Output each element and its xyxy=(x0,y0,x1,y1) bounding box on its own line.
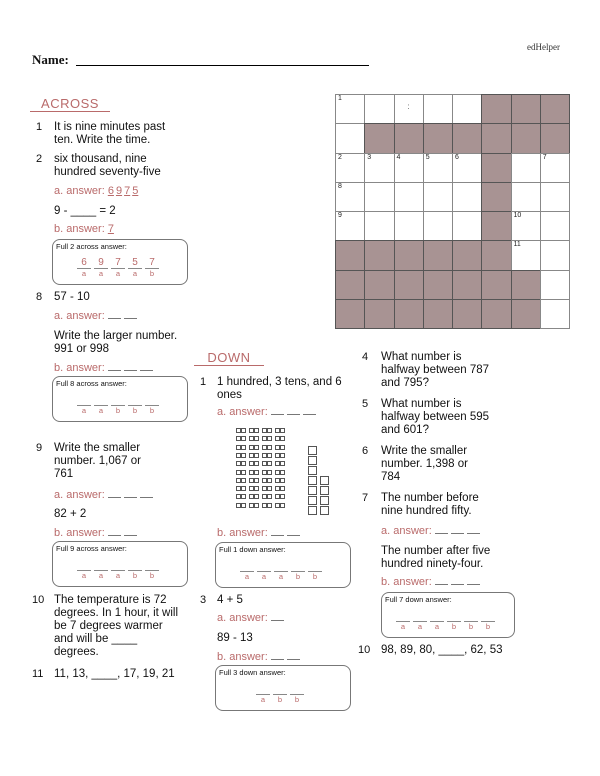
answer-a-2: a. answer: 6 9 7 5 xyxy=(54,185,139,197)
hundreds-cube xyxy=(267,486,272,491)
answer-a-1-down[interactable]: a. answer: xyxy=(217,406,316,418)
answer-slot[interactable] xyxy=(77,257,91,278)
answer-slot[interactable] xyxy=(413,610,427,631)
time-colon-mark: : xyxy=(407,102,410,111)
grid-block xyxy=(481,299,511,329)
grid-block xyxy=(452,123,482,153)
grid-block xyxy=(511,123,541,153)
grid-cell[interactable] xyxy=(423,182,453,212)
answer-b-1-down[interactable]: b. answer: xyxy=(217,527,300,539)
hundreds-cube xyxy=(280,486,285,491)
slot-value: 9 xyxy=(94,257,108,269)
grid-block xyxy=(394,270,424,300)
hundreds-cube xyxy=(254,470,259,475)
down-clue-4: What number is halfway between 787 and 795? xyxy=(381,351,490,389)
down-clue-7: The number before nine hundred fifty. xyxy=(381,492,479,517)
slot-value xyxy=(94,394,108,406)
slot-label: a xyxy=(115,571,121,580)
hundreds-cube xyxy=(267,494,272,499)
across-clue-8: 57 - 10 xyxy=(54,291,90,303)
answer-slot[interactable] xyxy=(447,610,461,631)
answer-digit: 5 xyxy=(132,185,139,197)
grid-cell[interactable] xyxy=(364,211,394,241)
grid-block xyxy=(452,240,482,270)
slot-value xyxy=(481,610,495,622)
across-clue-9: Write the smaller number. 1,067 or 761 xyxy=(54,442,141,480)
grid-block xyxy=(452,299,482,329)
full-answer-box-1-down xyxy=(215,542,351,588)
grid-block xyxy=(335,299,365,329)
hundreds-cube xyxy=(254,436,259,441)
grid-block xyxy=(423,123,453,153)
clue-number: 8 xyxy=(36,291,43,303)
brand-label: edHelper xyxy=(527,42,560,52)
grid-block xyxy=(540,94,570,124)
hundreds-cube xyxy=(241,453,246,458)
hundreds-cube xyxy=(241,503,246,508)
hundreds-cube xyxy=(241,486,246,491)
cell-number: 5 xyxy=(425,153,430,161)
clue-number: 10 xyxy=(32,594,45,606)
hundreds-cube xyxy=(267,503,272,508)
hundreds-cube xyxy=(254,494,259,499)
slot-value xyxy=(464,610,478,622)
slot-label: b xyxy=(451,622,457,631)
slot-label: a xyxy=(434,622,440,631)
slot-value xyxy=(430,610,444,622)
answer-slot[interactable] xyxy=(94,394,108,415)
down-clue-5: What number is halfway between 595 and 601? xyxy=(381,398,490,436)
grid-block xyxy=(452,270,482,300)
answer-slot[interactable] xyxy=(396,610,410,631)
hundreds-cube xyxy=(254,445,259,450)
grid-block xyxy=(364,240,394,270)
answer-slot[interactable] xyxy=(145,257,159,278)
base-ten-blocks-image xyxy=(236,426,336,514)
grid-block xyxy=(481,153,511,183)
answer-slot[interactable] xyxy=(111,394,125,415)
full-answer-box-2-across xyxy=(52,239,188,285)
across-clue-1: It is nine minutes past ten. Write the time. xyxy=(54,121,166,146)
tens-rod-cube xyxy=(308,456,317,465)
slot-value xyxy=(396,610,410,622)
answer-b-3-down[interactable]: b. answer: xyxy=(217,651,300,663)
answer-slot[interactable] xyxy=(145,559,159,580)
across-clue-8b: Write the larger number. 991 or 998 xyxy=(54,330,178,355)
answer-slot[interactable] xyxy=(77,394,91,415)
grid-cell[interactable] xyxy=(394,182,424,212)
grid-cell[interactable] xyxy=(394,94,424,124)
down-clue-6: Write the smaller number. 1,398 or 784 xyxy=(381,445,468,483)
slot-value: 7 xyxy=(145,257,159,269)
hundreds-cube xyxy=(254,461,259,466)
grid-block xyxy=(511,299,541,329)
clue-number: 10 xyxy=(358,644,371,656)
slot-value xyxy=(256,683,270,695)
slot-label: b xyxy=(277,695,283,704)
slot-label: b xyxy=(115,406,121,415)
slot-value: 7 xyxy=(111,257,125,269)
hundreds-cube xyxy=(254,453,259,458)
cell-number: 8 xyxy=(338,182,342,190)
grid-cell[interactable] xyxy=(452,153,482,183)
answer-slots[interactable] xyxy=(77,257,159,278)
across-clue-10: The temperature is 72 degrees. In 1 hour, it will be 7 degrees warmer and will be ____ degrees. xyxy=(54,594,179,658)
slot-value: 6 xyxy=(77,257,91,269)
down-heading: DOWN xyxy=(194,350,264,366)
answer-digit: 9 xyxy=(115,185,123,197)
hundreds-cube xyxy=(241,428,246,433)
grid-cell[interactable] xyxy=(540,182,570,212)
cell-number: 6 xyxy=(455,153,459,161)
answer-a-9[interactable]: a. answer: xyxy=(54,489,153,501)
answer-slot[interactable] xyxy=(430,610,444,631)
across-clue-2: six thousand, nine hundred seventy-five xyxy=(54,153,161,178)
answer-digit: 7 xyxy=(107,223,114,235)
full-answer-box-7-down xyxy=(381,592,515,638)
box-title: Full 1 down answer: xyxy=(219,545,286,554)
grid-block xyxy=(335,240,365,270)
grid-block xyxy=(335,270,365,300)
hundreds-cube xyxy=(267,428,272,433)
hundreds-cube xyxy=(280,470,285,475)
hundreds-cube xyxy=(241,461,246,466)
answer-slots[interactable] xyxy=(77,559,159,580)
tens-rod-cube xyxy=(320,476,329,485)
grid-block xyxy=(511,94,541,124)
grid-cell[interactable] xyxy=(394,211,424,241)
hundreds-cube xyxy=(241,494,246,499)
grid-cell[interactable] xyxy=(364,94,394,124)
grid-cell[interactable] xyxy=(423,211,453,241)
slot-value xyxy=(77,559,91,571)
grid-block xyxy=(394,240,424,270)
answer-b-9[interactable]: b. answer: xyxy=(54,527,137,539)
slot-value xyxy=(257,560,271,572)
answer-slot[interactable] xyxy=(77,559,91,580)
cell-number: 11 xyxy=(513,241,521,249)
slot-label: b xyxy=(149,269,155,278)
down-clue-3: 4 + 5 xyxy=(217,594,243,606)
box-title: Full 2 across answer: xyxy=(56,242,127,251)
grid-cell[interactable] xyxy=(423,153,453,183)
hundreds-cube xyxy=(241,478,246,483)
slot-label: a xyxy=(261,572,267,581)
answer-slot[interactable] xyxy=(481,610,495,631)
full-answer-box-9-across xyxy=(52,541,188,587)
answer-slot[interactable] xyxy=(464,610,478,631)
tens-rod-cube xyxy=(320,496,329,505)
answer-slot[interactable] xyxy=(308,560,322,581)
hundreds-cube xyxy=(241,436,246,441)
tens-rod-cube xyxy=(308,446,317,455)
answer-a-8[interactable]: a. answer: xyxy=(54,310,137,322)
grid-cell[interactable] xyxy=(511,211,541,241)
cell-number: 2 xyxy=(338,153,342,161)
slot-label: a xyxy=(81,406,87,415)
grid-cell[interactable] xyxy=(364,153,394,183)
down-clue-1: 1 hundred, 3 tens, and 6 ones xyxy=(217,376,342,401)
box-title: Full 9 across answer: xyxy=(56,544,127,553)
full-answer-box-8-across xyxy=(52,376,188,422)
slot-value xyxy=(274,560,288,572)
answer-slot[interactable] xyxy=(128,257,142,278)
name-field[interactable] xyxy=(76,65,369,66)
slot-value xyxy=(145,394,159,406)
down-clue-7b: The number after five hundred ninety-four. xyxy=(381,545,491,570)
grid-cell[interactable] xyxy=(540,211,570,241)
hundreds-cube xyxy=(241,445,246,450)
answer-slots[interactable] xyxy=(256,683,304,704)
down-clue-3b: 89 - 13 xyxy=(217,632,253,644)
hundreds-cube xyxy=(254,486,259,491)
slot-value xyxy=(240,560,254,572)
answer-slot[interactable] xyxy=(145,394,159,415)
full-answer-box-3-down xyxy=(215,665,351,711)
slot-label: a xyxy=(98,571,104,580)
slot-value xyxy=(111,559,125,571)
cell-number: 4 xyxy=(396,153,401,161)
answer-slot[interactable] xyxy=(94,257,108,278)
answer-slot[interactable] xyxy=(291,560,305,581)
grid-cell[interactable] xyxy=(511,182,541,212)
grid-block xyxy=(481,270,511,300)
clue-number: 3 xyxy=(200,594,207,606)
grid-cell[interactable] xyxy=(452,94,482,124)
grid-cell[interactable] xyxy=(540,270,570,300)
cell-number: 7 xyxy=(542,153,547,161)
answer-slot[interactable] xyxy=(290,683,304,704)
crossword-grid xyxy=(335,94,569,328)
across-heading: ACROSS xyxy=(30,96,110,112)
grid-cell[interactable] xyxy=(423,94,453,124)
grid-cell[interactable] xyxy=(452,182,482,212)
cell-number: 1 xyxy=(338,95,342,102)
slot-value xyxy=(128,394,142,406)
slot-value xyxy=(413,610,427,622)
hundreds-cube xyxy=(267,478,272,483)
answer-slots[interactable] xyxy=(396,610,495,631)
slot-value xyxy=(308,560,322,572)
grid-cell[interactable] xyxy=(335,94,365,124)
answer-slot[interactable] xyxy=(240,560,254,581)
answer-a-7-down[interactable]: a. answer: xyxy=(381,525,480,537)
grid-cell[interactable] xyxy=(335,182,365,212)
across-clue-2b: 9 - ____ = 2 xyxy=(54,205,116,217)
slot-value xyxy=(273,683,287,695)
grid-block xyxy=(364,299,394,329)
slot-label: a xyxy=(81,571,87,580)
cell-number: 9 xyxy=(338,212,342,219)
grid-cell[interactable] xyxy=(540,299,570,329)
answer-slots[interactable] xyxy=(240,560,322,581)
slot-label: a xyxy=(400,622,406,631)
grid-block xyxy=(394,123,424,153)
grid-cell[interactable] xyxy=(511,153,541,183)
grid-block xyxy=(423,299,453,329)
slot-label: a xyxy=(132,269,138,278)
grid-block xyxy=(423,240,453,270)
slot-label: a xyxy=(115,269,121,278)
hundreds-cube xyxy=(280,436,285,441)
grid-cell[interactable] xyxy=(335,123,365,153)
slot-label: b xyxy=(294,695,300,704)
hundreds-cube xyxy=(280,494,285,499)
grid-block xyxy=(481,211,511,241)
slot-value xyxy=(94,559,108,571)
slot-label: b xyxy=(132,406,138,415)
clue-number: 6 xyxy=(362,445,369,457)
slot-value xyxy=(128,559,142,571)
slot-label: a xyxy=(98,269,104,278)
hundreds-cube xyxy=(267,445,272,450)
hundreds-cube xyxy=(254,478,259,483)
clue-number: 2 xyxy=(36,153,43,165)
grid-block xyxy=(394,299,424,329)
grid-block xyxy=(540,123,570,153)
slot-label: b xyxy=(149,406,155,415)
slot-label: b xyxy=(132,571,138,580)
answer-slot[interactable] xyxy=(257,560,271,581)
across-clue-9b: 82 + 2 xyxy=(54,508,87,520)
box-title: Full 3 down answer: xyxy=(219,668,286,677)
grid-cell[interactable] xyxy=(511,240,541,270)
answer-a-3-down[interactable]: a. answer: xyxy=(217,612,284,624)
clue-number: 4 xyxy=(362,351,369,363)
grid-cell[interactable] xyxy=(335,153,365,183)
hundreds-cube xyxy=(280,478,285,483)
slot-value xyxy=(145,559,159,571)
answer-b-2: b. answer: 7 xyxy=(54,223,114,235)
answer-slot[interactable] xyxy=(274,560,288,581)
answer-digit: 7 xyxy=(124,185,131,197)
grid-block xyxy=(481,240,511,270)
box-title: Full 7 down answer: xyxy=(385,595,452,604)
box-title: Full 8 across answer: xyxy=(56,379,127,388)
tens-rod-cube xyxy=(308,506,317,515)
slot-value xyxy=(77,394,91,406)
answer-b-7-down[interactable]: b. answer: xyxy=(381,576,480,588)
hundreds-cube xyxy=(267,461,272,466)
clue-number: 1 xyxy=(200,376,207,388)
down-clue-10: 98, 89, 80, ____, 62, 53 xyxy=(381,644,503,656)
slot-label: a xyxy=(244,572,250,581)
clue-number: 9 xyxy=(36,442,43,454)
hundreds-cube xyxy=(280,428,285,433)
hundreds-cube xyxy=(280,445,285,450)
hundreds-cube xyxy=(241,470,246,475)
hundreds-cube xyxy=(267,470,272,475)
name-label: Name: xyxy=(32,52,69,67)
across-clue-11: 11, 13, ____, 17, 19, 21 xyxy=(54,668,175,680)
answer-slot[interactable] xyxy=(128,559,142,580)
hundreds-cube xyxy=(254,503,259,508)
slot-value xyxy=(111,394,125,406)
hundreds-cube xyxy=(280,453,285,458)
tens-rod-cube xyxy=(308,466,317,475)
tens-rod-cube xyxy=(320,486,329,495)
grid-block xyxy=(481,123,511,153)
clue-number: 5 xyxy=(362,398,369,410)
grid-block xyxy=(423,270,453,300)
tens-rod-cube xyxy=(320,506,329,515)
cell-number: 10 xyxy=(513,212,522,219)
grid-cell[interactable] xyxy=(335,211,365,241)
grid-cell[interactable] xyxy=(540,153,570,183)
grid-cell[interactable] xyxy=(452,211,482,241)
slot-label: b xyxy=(149,571,155,580)
grid-cell[interactable] xyxy=(540,240,570,270)
slot-label: b xyxy=(485,622,491,631)
hundreds-cube xyxy=(267,453,272,458)
slot-value: 5 xyxy=(128,257,142,269)
clue-number: 1 xyxy=(36,121,43,133)
hundreds-cube xyxy=(254,428,259,433)
tens-rod-cube xyxy=(308,496,317,505)
grid-cell[interactable] xyxy=(364,182,394,212)
answer-slots[interactable] xyxy=(77,394,159,415)
slot-label: b xyxy=(468,622,474,631)
slot-label: a xyxy=(81,269,87,278)
hundreds-cube xyxy=(280,461,285,466)
slot-label: a xyxy=(278,572,284,581)
slot-label: a xyxy=(417,622,423,631)
answer-slot[interactable] xyxy=(273,683,287,704)
answer-slot[interactable] xyxy=(111,559,125,580)
grid-block xyxy=(364,123,394,153)
slot-value xyxy=(290,683,304,695)
slot-label: b xyxy=(295,572,301,581)
answer-digit: 6 xyxy=(107,185,114,197)
hundreds-cube xyxy=(267,436,272,441)
tens-rod-cube xyxy=(308,486,317,495)
answer-slot[interactable] xyxy=(94,559,108,580)
grid-block xyxy=(511,270,541,300)
slot-label: a xyxy=(98,406,104,415)
slot-value xyxy=(291,560,305,572)
answer-slot[interactable] xyxy=(111,257,125,278)
slot-value xyxy=(447,610,461,622)
answer-b-8[interactable]: b. answer: xyxy=(54,362,153,374)
tens-rod-cube xyxy=(308,476,317,485)
slot-label: a xyxy=(260,695,266,704)
grid-block xyxy=(364,270,394,300)
clue-number: 7 xyxy=(362,492,369,504)
answer-slot[interactable] xyxy=(128,394,142,415)
clue-number: 11 xyxy=(32,668,44,680)
slot-label: b xyxy=(312,572,318,581)
cell-number: 3 xyxy=(367,153,372,161)
answer-slot[interactable] xyxy=(256,683,270,704)
grid-cell[interactable] xyxy=(394,153,424,183)
grid-block xyxy=(481,182,511,212)
hundreds-cube xyxy=(280,503,285,508)
grid-block xyxy=(481,94,511,124)
